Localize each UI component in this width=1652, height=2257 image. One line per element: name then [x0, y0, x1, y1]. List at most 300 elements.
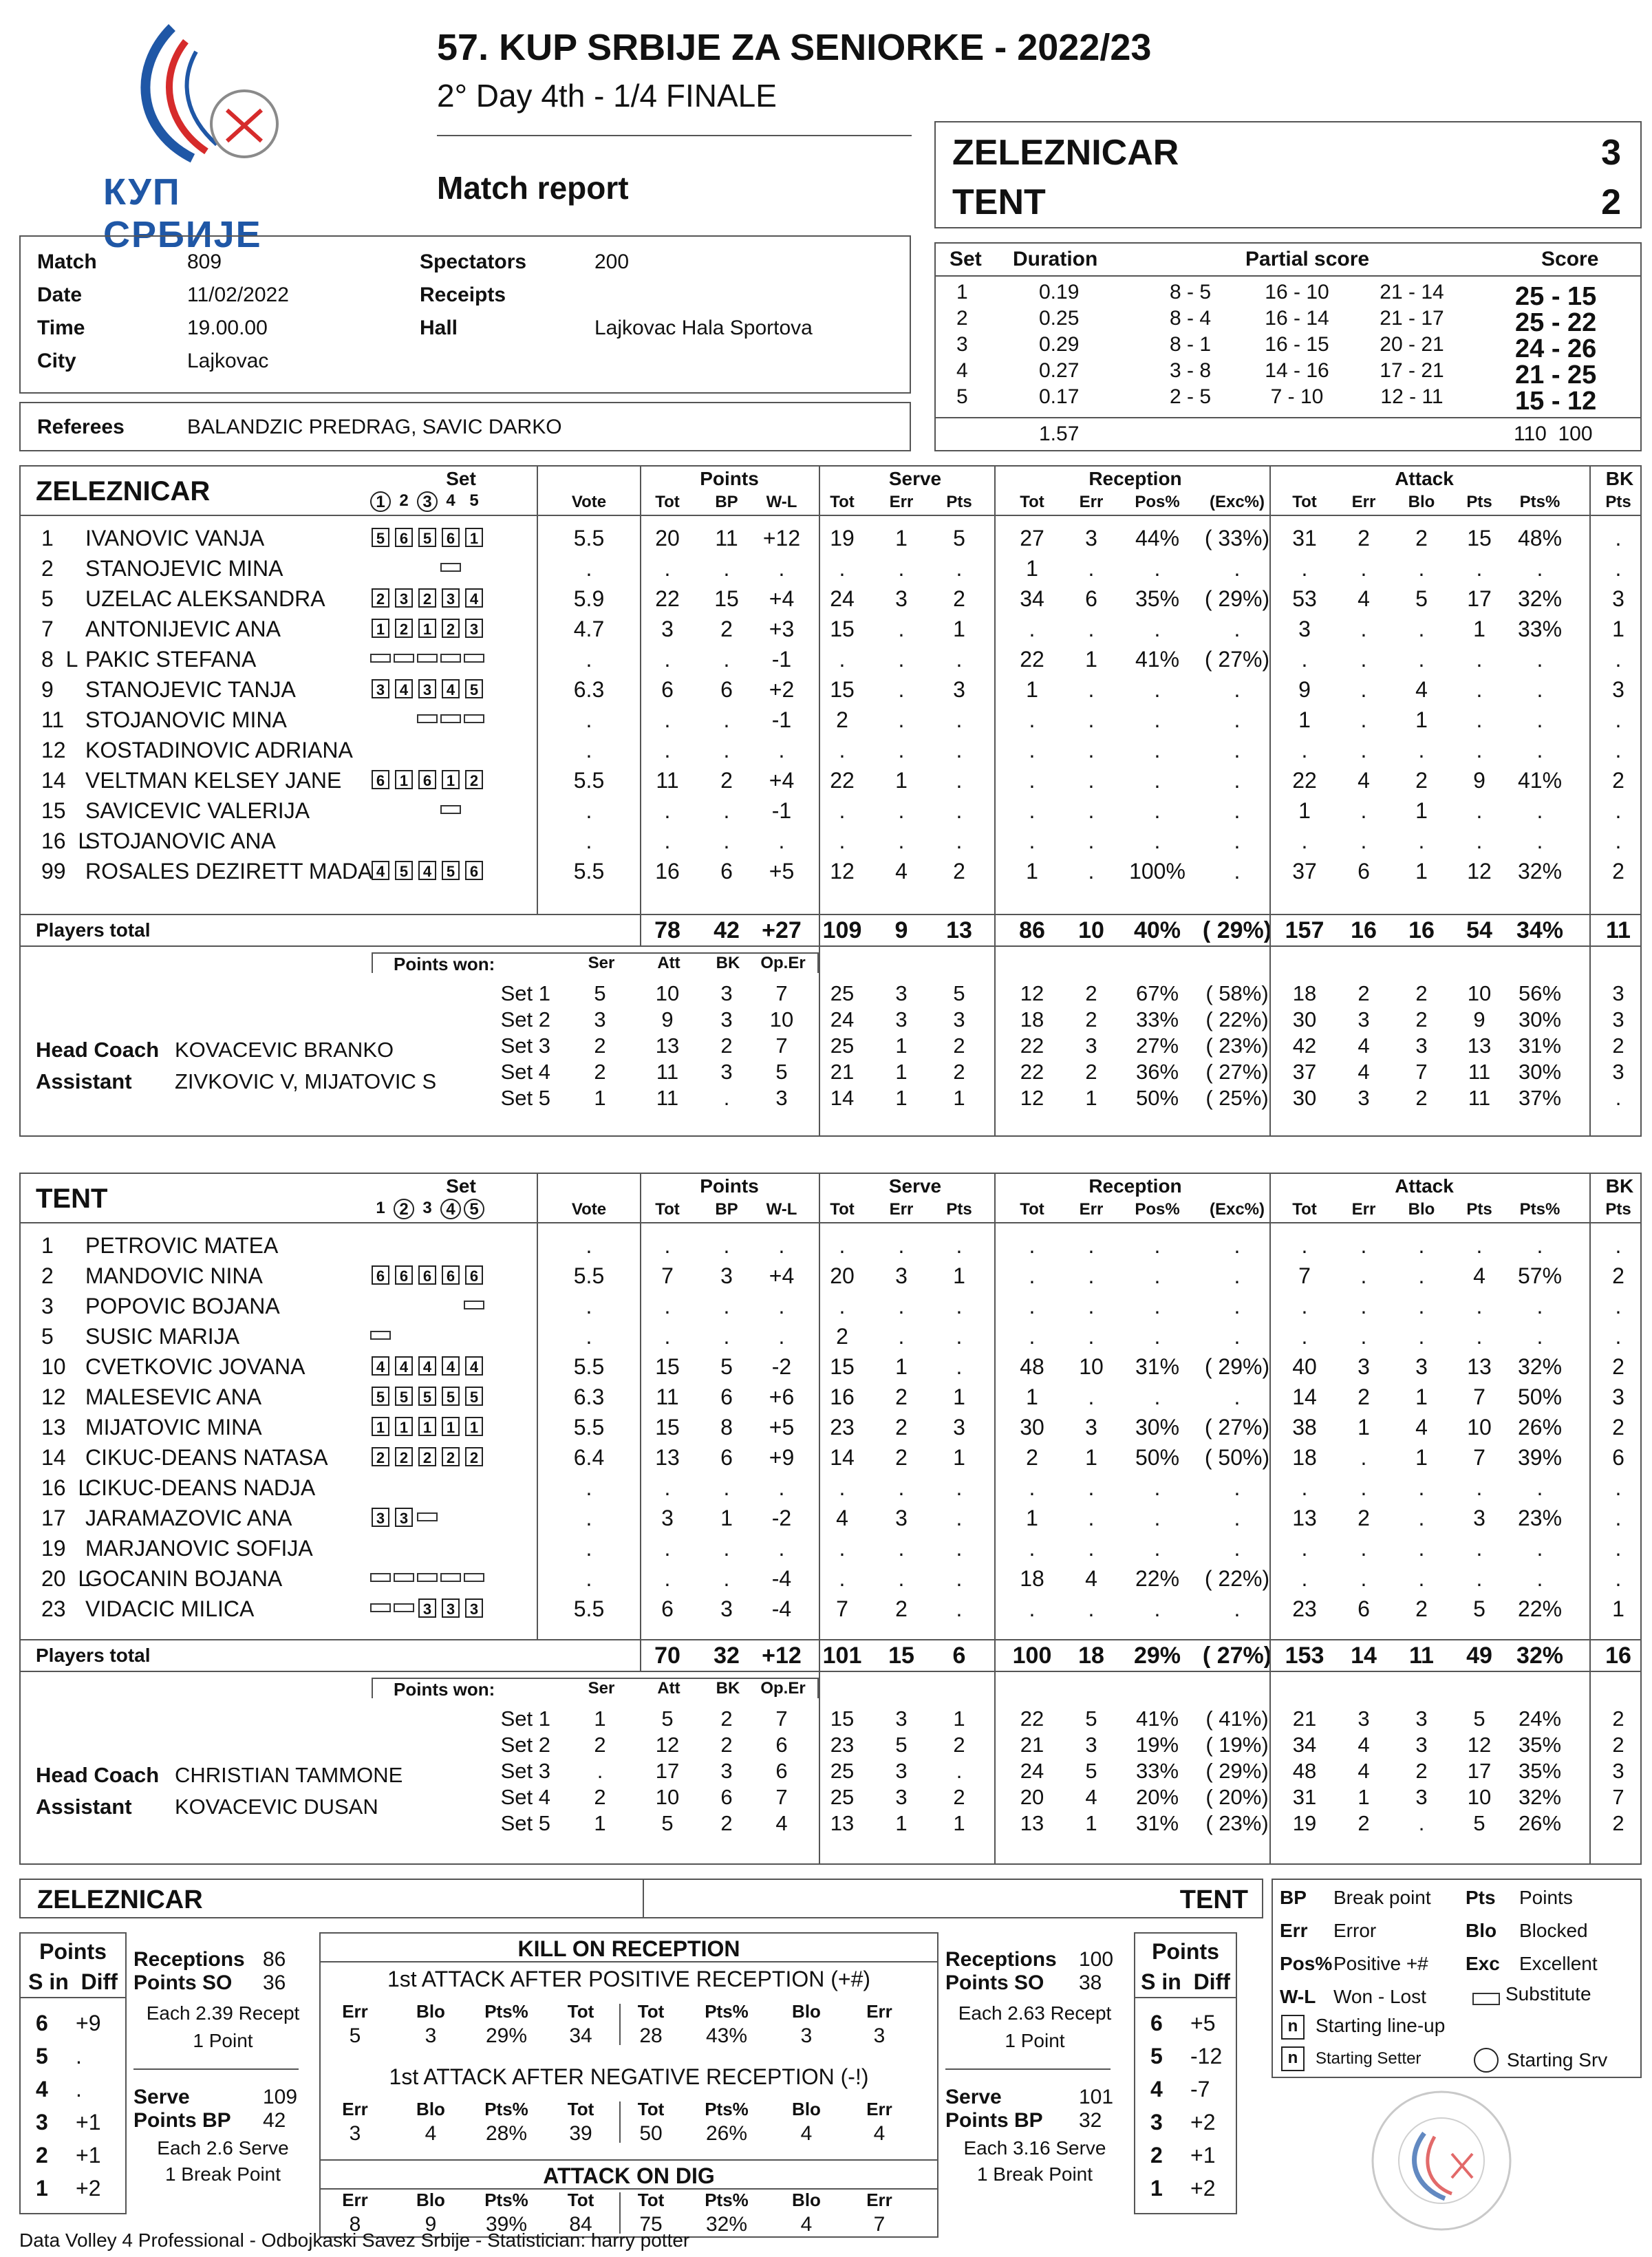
attack-value: 3 [873, 2024, 886, 2047]
stat-ptsp: 32% [1517, 1354, 1563, 1379]
legend-abbr: W-L [1280, 1986, 1316, 2007]
stat-tot: 1 [1298, 798, 1311, 823]
starting-position: 2 [418, 1447, 436, 1466]
set-label: Set 3 [500, 1034, 550, 1058]
stat-pts: . [1476, 1566, 1483, 1591]
stat-pts: . [956, 1475, 963, 1500]
set-stat: 13 [830, 1811, 855, 1835]
stat-vote: 6.4 [573, 1445, 605, 1470]
set-stat: 18 [1020, 1007, 1044, 1031]
player-number: 7 [41, 617, 54, 641]
set-stat: 5 [594, 981, 606, 1005]
substitute-marker [464, 1573, 484, 1582]
player-row [21, 1230, 1640, 1261]
set-stat: 6 [720, 1785, 733, 1809]
attack-col-header: Err [866, 2099, 892, 2119]
stat-exc: . [1234, 1536, 1241, 1561]
player-row [21, 1291, 1640, 1321]
legend-desc: Error [1333, 1920, 1377, 1941]
stat-err: . [1088, 1596, 1095, 1621]
points-won-ser-header: Ser [588, 1679, 615, 1698]
serve-group-header: Serve [888, 468, 942, 489]
stat-err: 4 [1085, 1566, 1097, 1591]
stat-vote: . [586, 647, 592, 672]
rotation-diff: +5 [1190, 2011, 1216, 2035]
rotation-number: 4 [1150, 2077, 1163, 2101]
column-header-blo: Blo [1408, 493, 1435, 511]
rotation-number: 1 [1150, 2176, 1163, 2201]
stat-blo: 4 [1415, 1415, 1428, 1440]
stat-err: 3 [1085, 526, 1097, 550]
stat-pts: . [1615, 1233, 1622, 1258]
stat-tot: . [664, 798, 671, 823]
stat-err: . [1088, 556, 1095, 581]
player-row [21, 584, 1640, 614]
stat-vote: 5.5 [573, 526, 605, 550]
stat-bp: 8 [720, 1415, 733, 1440]
stat-pts: . [956, 1354, 963, 1379]
stat-vote: 5.5 [573, 768, 605, 793]
set-number: 5 [956, 385, 968, 408]
away-one-break: 1 Break Point [976, 2163, 1093, 2185]
player-number: 5 [41, 1324, 54, 1349]
stat-pts: . [1476, 556, 1483, 581]
set-stat: 48 [1292, 1759, 1317, 1783]
stat-pos: . [1154, 768, 1161, 793]
stat-vote: 5.5 [573, 1415, 605, 1440]
report-heading: Match report [437, 170, 629, 206]
substitute-marker [370, 654, 391, 663]
stat-bp: 6 [720, 859, 733, 884]
set-stat: 3 [594, 1007, 606, 1031]
stat-vote: . [586, 1324, 592, 1349]
set-stat: 10 [1467, 981, 1492, 1005]
set-stat: 2 [953, 1785, 965, 1809]
stat-pos: . [1154, 617, 1161, 641]
partial-score-21: 20 - 21 [1380, 333, 1444, 356]
final-score-box [934, 121, 1642, 228]
set-stat: ( 41%) [1205, 1707, 1269, 1731]
player-row [21, 735, 1640, 765]
stat-tot: 40 [1292, 1354, 1317, 1379]
starting-position: 6 [395, 1265, 413, 1285]
total-pts: 13 [946, 917, 972, 943]
assistant-name: KOVACEVIC DUSAN [175, 1795, 378, 1819]
stat-exc: . [1234, 768, 1241, 793]
rotation-diff: +1 [1190, 2143, 1216, 2168]
set-stat: 24 [1020, 1759, 1044, 1783]
starting-lineup-swatch: n [1281, 2015, 1305, 2040]
set-stat: . [1615, 1086, 1622, 1110]
starting-position: 4 [418, 861, 436, 880]
stat-tot: 1 [1026, 556, 1038, 581]
set-number-header: 4 [440, 1199, 461, 1219]
stat-pos: . [1154, 738, 1161, 762]
set-stat: 4 [1085, 1785, 1097, 1809]
page-subtitle: 2° Day 4th - 1/4 FINALE [437, 78, 777, 114]
set-stat: ( 27%) [1205, 1060, 1269, 1084]
stat-pts: 2 [1612, 1415, 1624, 1440]
player-number: 12 [41, 1384, 66, 1409]
column-header-err: Err [1351, 493, 1376, 511]
stat-err: 6 [1085, 586, 1097, 611]
stat-wl: +4 [769, 586, 795, 611]
set-stat: 67% [1135, 981, 1179, 1005]
player-number: 14 [41, 1445, 66, 1470]
starting-position: 1 [395, 1417, 413, 1436]
stat-pos: 22% [1135, 1566, 1180, 1591]
set-stat: 3 [1415, 1733, 1428, 1757]
dig-title: ATTACK ON DIG [543, 2163, 715, 2188]
stat-vote: . [586, 1294, 592, 1318]
stat-bp: . [723, 1475, 730, 1500]
attack-value: 5 [349, 2024, 361, 2047]
set-stat: 17 [1467, 1759, 1492, 1783]
starting-position: 4 [465, 588, 483, 608]
attack-value: 7 [873, 2213, 886, 2236]
points-won-bk-header: BK [716, 954, 740, 972]
player-name: MARJANOVIC SOFIJA [85, 1536, 313, 1561]
stat-pts: . [956, 798, 963, 823]
stat-err: 2 [1358, 1384, 1370, 1409]
home-points-bp-value: 42 [263, 2109, 286, 2132]
set-stat: 25 [830, 1785, 855, 1809]
set-stat: 22 [1020, 1060, 1044, 1084]
set-stat: 5 [953, 981, 965, 1005]
player-number: 16 L [41, 1475, 91, 1500]
stat-tot: . [839, 1475, 846, 1500]
attack-grid-separator [619, 2004, 621, 2045]
player-number: 15 [41, 798, 66, 823]
attack-value: 4 [425, 2122, 437, 2145]
starting-position: 5 [442, 861, 460, 880]
match-time: 19.00.00 [187, 317, 268, 339]
stat-tot: 2 [836, 1324, 848, 1349]
stat-tot: 13 [1292, 1506, 1317, 1530]
player-row [21, 826, 1640, 856]
partial-score-8: 8 - 4 [1169, 307, 1212, 330]
stat-pos: . [1154, 1475, 1161, 1500]
starting-position: 5 [395, 861, 413, 880]
set-stat: 31 [1292, 1785, 1317, 1809]
stat-err: . [1360, 798, 1367, 823]
stat-err: . [1088, 1384, 1095, 1409]
starting-position: 6 [442, 1265, 460, 1285]
stat-ptsp: 33% [1517, 617, 1563, 641]
stat-pts: 17 [1467, 586, 1492, 611]
starting-position: 6 [442, 528, 460, 547]
rotation-number: 1 [36, 2176, 48, 2201]
stat-err: 1 [895, 768, 908, 793]
away-serve-value: 101 [1079, 2086, 1114, 2108]
column-header-err: Err [1079, 493, 1104, 511]
attack-value: 4 [800, 2122, 813, 2145]
player-number: 3 [41, 1294, 54, 1318]
stat-bp: . [723, 798, 730, 823]
stat-ptsp: 32% [1517, 859, 1563, 884]
set-stat: 11 [1468, 1086, 1491, 1110]
stat-ptsp: 32% [1517, 586, 1563, 611]
stat-pts: 5 [953, 526, 965, 550]
set-stat: 7 [1612, 1785, 1624, 1809]
stat-tot: . [664, 556, 671, 581]
starting-position: 1 [418, 1417, 436, 1436]
stat-tot: 22 [830, 768, 855, 793]
set-stat: 34 [1292, 1733, 1317, 1757]
substitute-marker [440, 654, 461, 663]
stat-tot: . [1029, 1294, 1036, 1318]
stat-blo: . [1418, 738, 1425, 762]
home-serve-value: 109 [263, 2086, 298, 2108]
footer-text: Data Volley 4 Professional - Odbojkaski Savez Srbije - Statistician: harry potter [19, 2229, 690, 2251]
stat-bp: . [723, 1324, 730, 1349]
head-coach-label: Head Coach [36, 1763, 160, 1787]
assistant-label: Assistant [36, 1069, 132, 1093]
stat-wl: +3 [769, 617, 795, 641]
set-stat: ( 58%) [1205, 981, 1269, 1005]
stat-err: 1 [1358, 1415, 1370, 1440]
partial-score-21: 21 - 17 [1380, 307, 1444, 330]
player-name: CVETKOVIC JOVANA [85, 1354, 305, 1379]
starting-position: 1 [465, 1417, 483, 1436]
stat-vote: . [586, 1233, 592, 1258]
stat-pos: 31% [1135, 1354, 1180, 1379]
page-title: 57. KUP SRBIJE ZA SENIORKE - 2022/23 [437, 27, 1152, 68]
legend-desc: Blocked [1519, 1920, 1588, 1941]
starting-position: 2 [442, 619, 460, 638]
stat-pts: . [956, 1324, 963, 1349]
points-won-opr-header: Op.Er [760, 1679, 806, 1698]
total-ptsp: 32% [1516, 1643, 1564, 1669]
stat-pts: 2 [1612, 859, 1624, 884]
away-sets-won: 2 [1601, 182, 1621, 222]
set-number: 1 [956, 281, 968, 303]
set-stat: 3 [1085, 1733, 1097, 1757]
set-stat: 6 [775, 1733, 788, 1757]
stat-err: 3 [895, 1263, 908, 1288]
substitute-marker [417, 654, 438, 663]
set-stat: 23 [830, 1733, 855, 1757]
stat-err: . [1360, 828, 1367, 853]
column-header-pos: Pos% [1135, 493, 1180, 511]
set-stat: 2 [1612, 1034, 1624, 1058]
set-number-header: 5 [469, 491, 479, 510]
legend-desc: Won - Lost [1333, 1986, 1426, 2007]
set-number: 3 [956, 333, 968, 356]
stat-err: 4 [895, 859, 908, 884]
total-exc: ( 27%) [1202, 1643, 1272, 1669]
stat-pts: . [956, 556, 963, 581]
attack-col-header: Blo [792, 2099, 821, 2119]
column-header-vote: Vote [571, 1200, 607, 1219]
attack-value: 34 [569, 2024, 592, 2047]
serve-group-header: Serve [888, 1175, 942, 1197]
stat-err: . [1088, 1475, 1095, 1500]
partial-col-header: Partial score [1245, 248, 1370, 270]
set-stat: 13 [1467, 1034, 1492, 1058]
legend-desc: Positive +# [1333, 1953, 1428, 1974]
player-number: 16 L [41, 828, 91, 853]
rotation-number: 2 [1150, 2143, 1163, 2168]
column-header-tot: Tot [830, 1200, 855, 1219]
set-stat: 2 [953, 1060, 965, 1084]
stat-ptsp: . [1536, 738, 1543, 762]
federation-seal [1349, 2085, 1534, 2236]
stat-tot: . [839, 556, 846, 581]
stat-err: 1 [895, 526, 908, 550]
starting-position: 1 [442, 770, 460, 789]
stat-blo: 2 [1415, 1596, 1428, 1621]
set-final-score: 25 - 22 [1515, 308, 1597, 337]
set-stat: 2 [720, 1811, 733, 1835]
legend-substitute: Substitute [1505, 1983, 1591, 2004]
set-stat: 3 [720, 1060, 733, 1084]
stat-err: 3 [895, 586, 908, 611]
set-stat: 3 [895, 1707, 908, 1731]
starting-position: 6 [418, 1265, 436, 1285]
stat-tot: . [664, 647, 671, 672]
set-group-header: Set [446, 1175, 476, 1197]
total-tot: 100 [1012, 1643, 1052, 1669]
set-label: Set 3 [500, 1759, 550, 1783]
starting-position: 5 [372, 528, 389, 547]
stat-pts: 9 [1473, 768, 1485, 793]
stat-tot: 19 [830, 526, 855, 550]
points-group-header: Points [700, 1175, 759, 1197]
logo-text: КУП СРБИЈЕ [103, 171, 262, 255]
stat-ptsp: 48% [1517, 526, 1563, 550]
player-name: STANOJEVIC TANJA [85, 677, 296, 702]
stat-pos: 44% [1135, 526, 1180, 550]
column-header-err: Err [889, 1200, 914, 1219]
set-final-score: 21 - 25 [1515, 361, 1597, 389]
player-name: MALESEVIC ANA [85, 1384, 262, 1409]
player-name: ROSALES DEZIRETT MADA [85, 859, 373, 884]
away-rotation-box [1134, 1932, 1237, 2214]
stat-blo: . [1418, 617, 1425, 641]
set-stat: 2 [1085, 981, 1097, 1005]
referees-value: BALANDZIC PREDRAG, SAVIC DARKO [187, 416, 562, 438]
stat-pos: 41% [1135, 647, 1180, 672]
column-header-tot: Tot [1292, 1200, 1317, 1219]
set-stat: 2 [953, 1733, 965, 1757]
stat-tot: . [1029, 1233, 1036, 1258]
player-name: VELTMAN KELSEY JANE [85, 768, 342, 793]
stat-tot: . [664, 1475, 671, 1500]
set-stat-row [21, 1707, 1640, 1731]
stat-tot: . [1301, 1324, 1308, 1349]
stat-ptsp: . [1536, 677, 1543, 702]
stat-wl: . [778, 1324, 785, 1349]
set-stat: 11 [1468, 1060, 1491, 1084]
set-stat: 2 [594, 1733, 606, 1757]
home-one-break: 1 Break Point [164, 2163, 281, 2185]
stat-tot: 23 [1292, 1596, 1317, 1621]
player-number: 13 [41, 1415, 66, 1440]
set-stat: 5 [661, 1707, 674, 1731]
set-stat: 25 [830, 981, 855, 1005]
points-won-ser-header: Ser [588, 954, 615, 972]
substitute-marker [394, 1603, 414, 1612]
stat-ptsp: 50% [1517, 1384, 1563, 1409]
stat-tot: 31 [1292, 526, 1317, 550]
stat-tot: 7 [661, 1263, 674, 1288]
stat-bp: . [723, 1566, 730, 1591]
starting-position: 2 [372, 1447, 389, 1466]
stat-err: 3 [1358, 1354, 1370, 1379]
player-number: 2 [41, 1263, 54, 1288]
substitute-marker [417, 1512, 438, 1521]
set-stat: 35% [1518, 1759, 1562, 1783]
player-row [21, 1473, 1640, 1503]
stat-blo: . [1418, 1566, 1425, 1591]
player-number: 5 [41, 586, 54, 611]
set-stat: 21 [1292, 1707, 1317, 1731]
set-stat: 27% [1135, 1034, 1179, 1058]
set-stat: 12 [655, 1733, 680, 1757]
stat-tot: 37 [1292, 859, 1317, 884]
set-number-header: 2 [399, 491, 409, 510]
set-stat: ( 29%) [1205, 1759, 1269, 1783]
stat-blo: . [1418, 647, 1425, 672]
player-name: PAKIC STEFANA [85, 647, 257, 672]
away-serve-label: Serve [945, 2086, 1002, 2108]
stat-err: . [1088, 677, 1095, 702]
set-final-score: 25 - 15 [1515, 282, 1597, 311]
stat-blo: 2 [1415, 526, 1428, 550]
set-stat: 2 [1415, 1759, 1428, 1783]
player-row [21, 856, 1640, 886]
total-blo: 16 [1408, 917, 1435, 943]
date-label: Date [37, 284, 83, 306]
stat-pos: . [1154, 677, 1161, 702]
starting-setter-swatch: n [1281, 2046, 1305, 2071]
stat-pos: . [1154, 1324, 1161, 1349]
home-each-recept: Each 2.39 Recept [146, 2002, 300, 2024]
set-stat: 2 [720, 1034, 733, 1058]
header-divider [21, 515, 1640, 516]
stat-tot: 18 [1292, 1445, 1317, 1470]
starting-position: 6 [465, 861, 483, 880]
stat-tot: 6 [661, 677, 674, 702]
rotation-diff: +2 [1190, 2176, 1216, 2201]
stat-tot: . [1029, 1263, 1036, 1288]
set-stat: 1 [1358, 1785, 1370, 1809]
set-score-table [934, 242, 1642, 451]
stat-err: 2 [1358, 526, 1370, 550]
totals-divider-vert [640, 914, 641, 945]
set-stat: 22 [1020, 1034, 1044, 1058]
hall-value: Lajkovac Hala Sportova [594, 317, 813, 339]
set-stat: 2 [1612, 1707, 1624, 1731]
players-total-label: Players total [36, 1645, 151, 1666]
stat-bp: 1 [720, 1506, 733, 1530]
stat-pts: 7 [1473, 1384, 1485, 1409]
attack-value: 8 [349, 2213, 361, 2236]
rotation-diff: -7 [1190, 2077, 1210, 2101]
stat-exc: . [1234, 677, 1241, 702]
starting-position: 3 [395, 588, 413, 608]
set-stat: 14 [830, 1086, 855, 1110]
substitute-marker [440, 714, 461, 723]
rotation-diff: +1 [76, 2143, 101, 2168]
total-tot: 70 [654, 1643, 680, 1669]
starting-position: 3 [372, 1508, 389, 1527]
attack-value: 28 [639, 2024, 663, 2047]
set-stat: 3 [895, 1785, 908, 1809]
stat-exc: . [1234, 1233, 1241, 1258]
column-header-err: Err [889, 493, 914, 511]
